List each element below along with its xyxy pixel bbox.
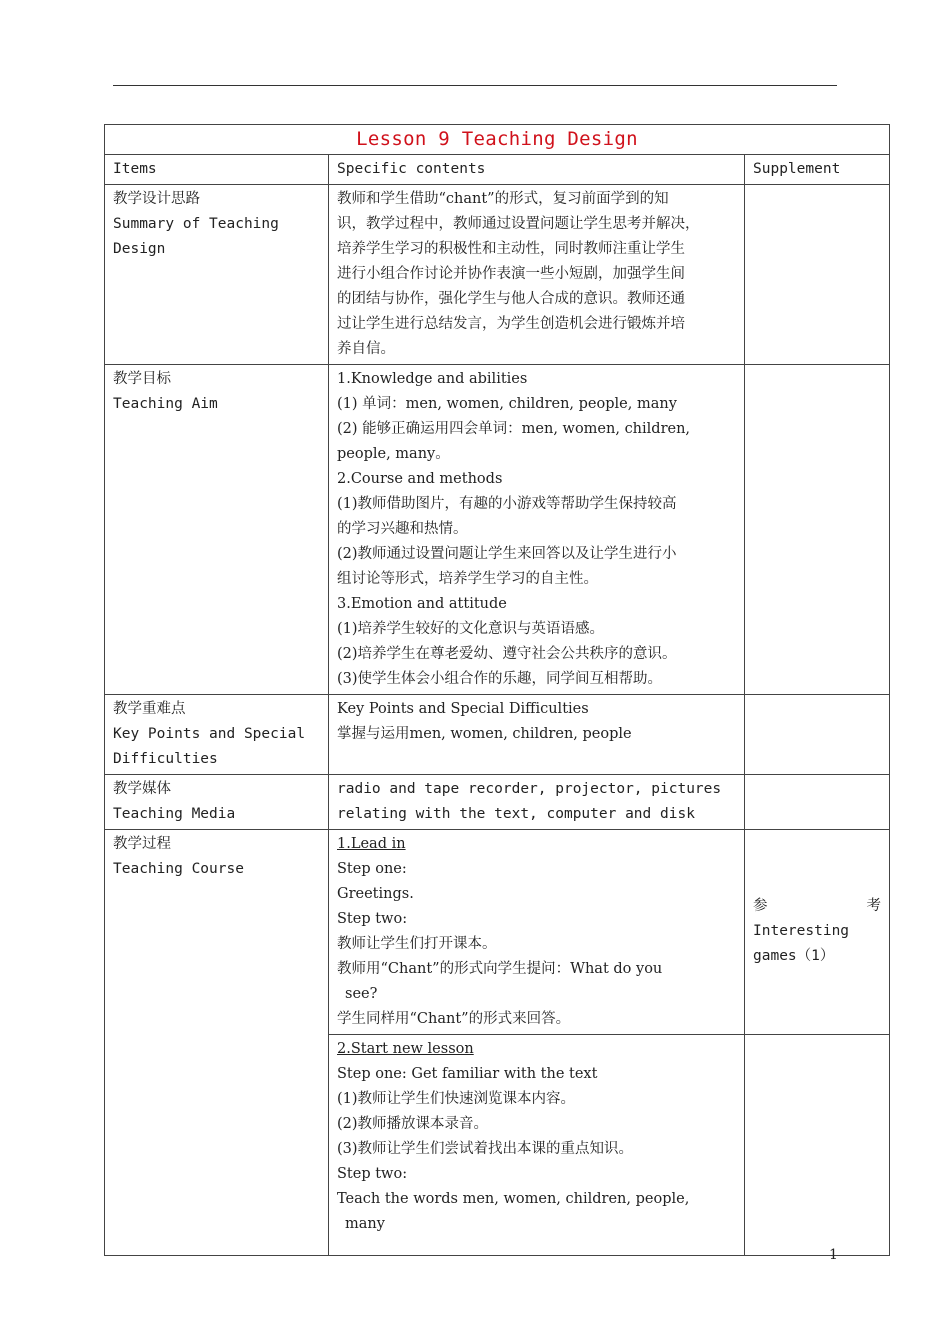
media-supplement <box>745 775 890 830</box>
content-line: 组讨论等形式，培养学生学习的自主性。 <box>337 571 598 587</box>
content-line: (3)使学生体会小组合作的乐趣，同学间互相帮助。 <box>337 671 663 687</box>
course-part2-content: 2.Start new lesson Step one: Get familiar with the text (1)教师让学生们快速浏览课本内容。 (2)教师播放课本录音。 (3)教师让学生们尝试着找出本课的重点知识。 Step two: Teach the words men, women, children, people, many <box>329 1035 745 1256</box>
course-part1-supplement: 参 考 Interesting games（1） <box>745 830 890 1035</box>
course-part2-supplement <box>745 1035 890 1256</box>
content-line: 的团结与协作，强化学生与他人合成的意识。教师还通 <box>337 291 685 307</box>
content-line: Key Points and Special Difficulties <box>337 701 589 717</box>
page-number: 1 <box>829 1247 838 1263</box>
header-row <box>105 155 890 185</box>
key-points-supplement <box>745 695 890 775</box>
content-line: 过让学生进行总结发言，为学生创造机会进行锻炼并培 <box>337 316 685 332</box>
summary-content <box>329 185 745 365</box>
content-line: relating with the text, computer and disk <box>337 806 695 822</box>
content-line: 3.Emotion and attitude <box>337 596 507 612</box>
aim-item: 教学目标 Teaching Aim <box>105 365 329 695</box>
lead-in-heading: 1.Lead in <box>337 836 406 852</box>
content-line: (2) 能够正确运用四会单词：men, women, children, <box>337 421 691 437</box>
content-line: 的学习兴趣和热情。 <box>337 521 468 537</box>
header-rule <box>113 85 837 86</box>
title-row <box>105 125 890 155</box>
content-line: 2.Course and methods <box>337 471 503 487</box>
aim-content <box>329 365 745 695</box>
content-line: people, many。 <box>337 446 450 462</box>
course-part1-content: 1.Lead in Step one: Greetings. Step two: 教师让学生们打开课本。 教师用“Chant”的形式向学生提问：What do you see? 学生同样用“Chant”的形式来回答。 <box>329 830 745 1035</box>
header-contents: Specific contents <box>329 155 745 185</box>
content-line: (2)培养学生在尊老爱幼、遵守社会公共秩序的意识。 <box>337 646 677 662</box>
media-content <box>329 775 745 830</box>
content-line: (2)教师通过设置问题让学生来回答以及让学生进行小 <box>337 546 677 562</box>
content-line: 培养学生学习的积极性和主动性，同时教师注重让学生 <box>337 241 685 257</box>
media-item: 教学媒体 Teaching Media <box>105 775 329 830</box>
content-line: 进行小组合作讨论并协作表演一些小短剧，加强学生间 <box>337 266 685 282</box>
header-supplement: Supplement <box>745 155 890 185</box>
content-line: radio and tape recorder, projector, pictures <box>337 781 722 797</box>
content-line: 养自信。 <box>337 341 395 357</box>
content-line: (1)培养学生较好的文化意识与英语语感。 <box>337 621 605 637</box>
aim-supplement <box>745 365 890 695</box>
content-line: (1)教师借助图片，有趣的小游戏等帮助学生保持较高 <box>337 496 677 512</box>
row-key-points <box>105 695 890 775</box>
summary-item: 教学设计思路 Summary of Teaching Design <box>105 185 329 365</box>
course-item: 教学过程 Teaching Course <box>105 830 329 1256</box>
content-line: 掌握与运用men, women, children, people <box>337 726 632 742</box>
header-items: Items <box>105 155 329 185</box>
lesson-design-table <box>104 124 890 1256</box>
start-new-lesson-heading: 2.Start new lesson <box>337 1041 474 1057</box>
content-line: 1.Knowledge and abilities <box>337 371 528 387</box>
row-course-part1 <box>105 830 890 1035</box>
key-points-item: 教学重难点 Key Points and Special Difficulties <box>105 695 329 775</box>
row-media <box>105 775 890 830</box>
row-summary <box>105 185 890 365</box>
content-line: 识，教学过程中，教师通过设置问题让学生思考并解决， <box>337 216 700 232</box>
content-line: 教师和学生借助“chant”的形式，复习前面学到的知 <box>337 191 669 207</box>
content-line: (1) 单词：men, women, children, people, many <box>337 396 677 412</box>
summary-supplement <box>745 185 890 365</box>
page-title: Lesson 9 Teaching Design <box>356 128 638 150</box>
key-points-content <box>329 695 745 775</box>
row-aim <box>105 365 890 695</box>
